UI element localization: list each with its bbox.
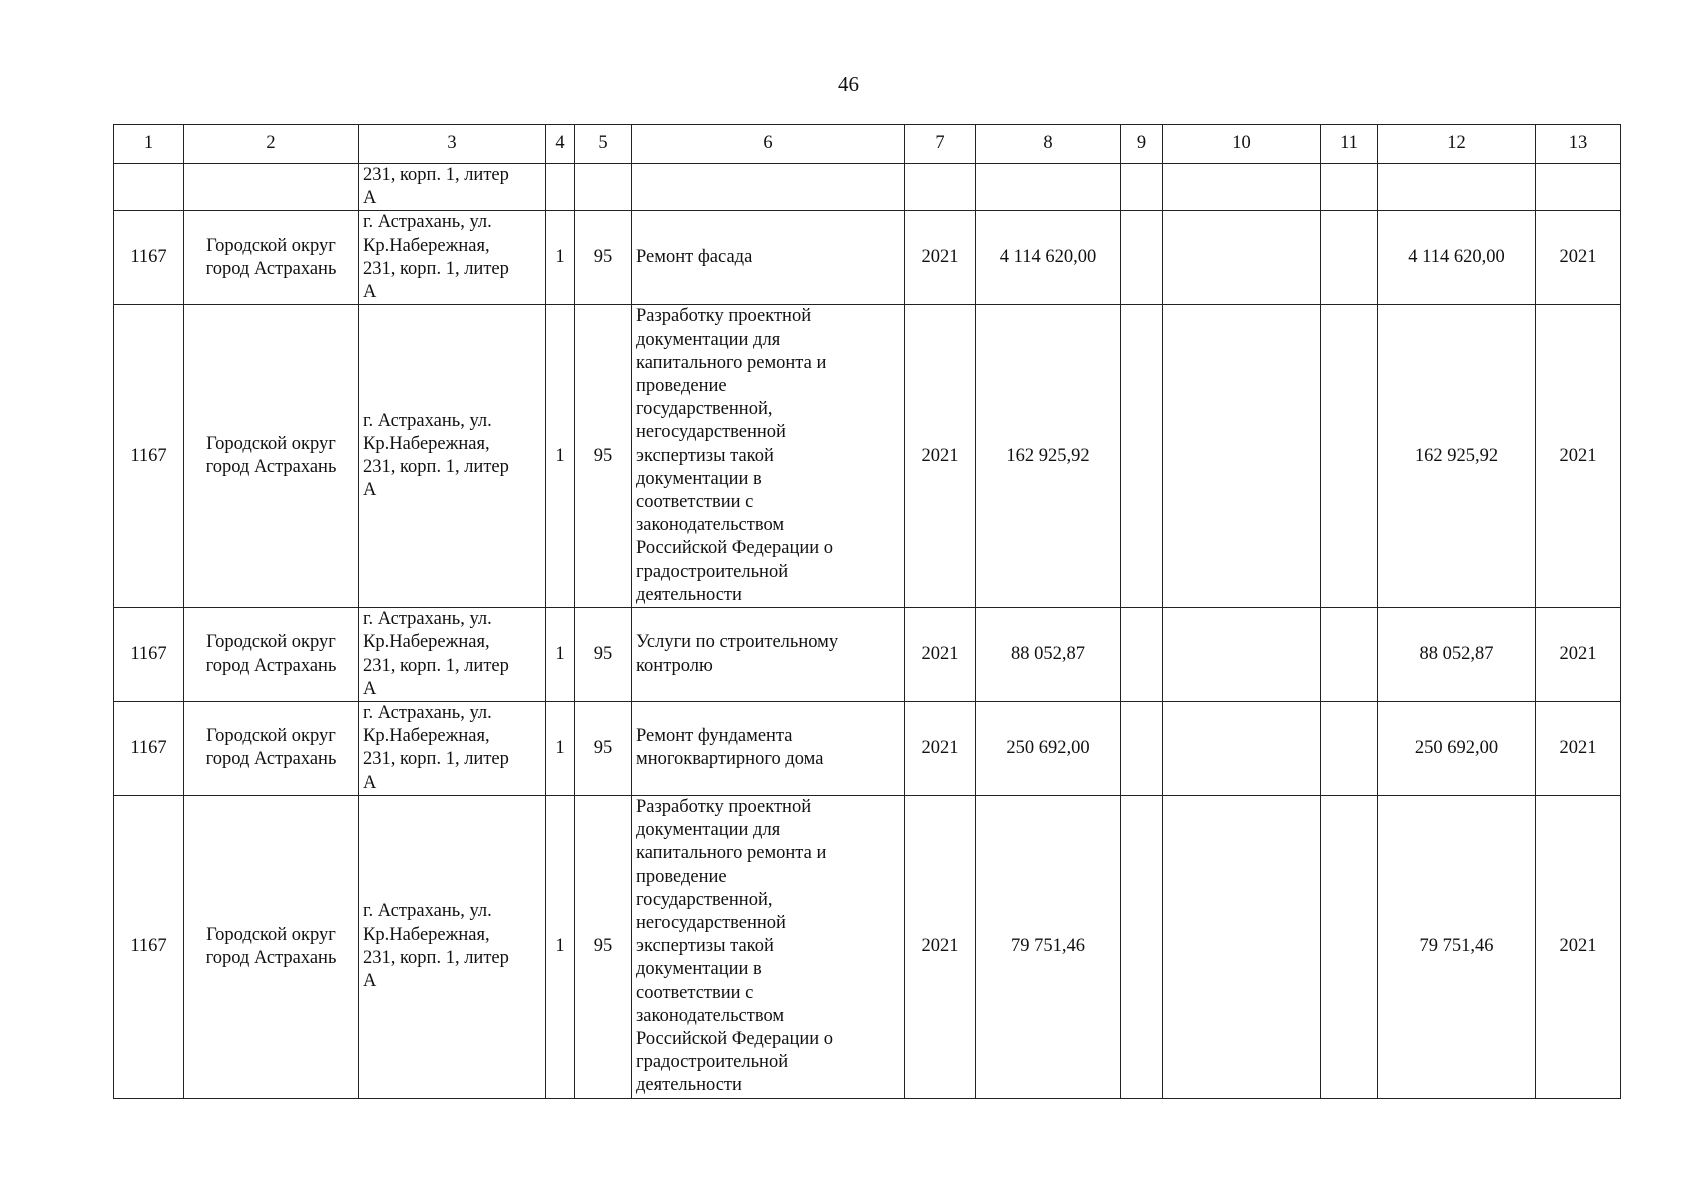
cell [1163,608,1321,702]
cell [1121,608,1163,702]
cell [1321,164,1378,211]
cost-cell: 4 114 620,00 [1378,211,1536,305]
cell: 95 [575,702,632,796]
cell [1121,164,1163,211]
cost-cell: 88 052,87 [1378,608,1536,702]
address-cell: г. Астрахань, ул. Кр.Набережная, 231, корп. 1, литер А [359,608,546,702]
header-cell: 6 [632,125,905,164]
cell [1121,211,1163,305]
year-cell: 2021 [1536,305,1621,608]
address-cell: г. Астрахань, ул. Кр.Набережная, 231, корп. 1, литер А [359,305,546,608]
year-cell: 2021 [1536,795,1621,1098]
work-type-cell: Разработку проектной документации для капитального ремонта и проведение государственной, негосударственной экспертизы такой документации в соответствии с законодательством Российской Федерации о градостроительной деятельности [632,305,905,608]
cell [1163,211,1321,305]
municipality-cell: Городской округ город Астрахань [184,608,359,702]
cell [1378,164,1536,211]
cell: 95 [575,305,632,608]
cell: 1 [546,211,575,305]
year-cell: 2021 [1536,702,1621,796]
year-cell: 2021 [905,305,976,608]
row-number-cell: 1167 [114,795,184,1098]
page-number: 46 [838,72,859,96]
cost-cell: 79 751,46 [976,795,1121,1098]
row-number-cell: 1167 [114,211,184,305]
cell [1163,305,1321,608]
header-cell: 13 [1536,125,1621,164]
cost-cell: 79 751,46 [1378,795,1536,1098]
cell [1321,211,1378,305]
cell [1163,702,1321,796]
cost-cell: 162 925,92 [1378,305,1536,608]
cell [184,164,359,211]
address-cell: г. Астрахань, ул. Кр.Набережная, 231, корп. 1, литер А [359,211,546,305]
municipality-cell: Городской округ город Астрахань [184,211,359,305]
cost-cell: 88 052,87 [976,608,1121,702]
row-number-cell: 1167 [114,608,184,702]
cell: 1 [546,795,575,1098]
year-cell: 2021 [1536,608,1621,702]
header-cell: 4 [546,125,575,164]
cell [575,164,632,211]
cost-cell: 250 692,00 [1378,702,1536,796]
header-cell: 5 [575,125,632,164]
cost-cell: 162 925,92 [976,305,1121,608]
cell [1163,795,1321,1098]
cell: 95 [575,211,632,305]
cell: 95 [575,795,632,1098]
program-table [113,124,1621,1099]
cell [114,164,184,211]
municipality-cell: Городской округ город Астрахань [184,795,359,1098]
table-row [114,211,1621,305]
address-cell: г. Астрахань, ул. Кр.Набережная, 231, корп. 1, литер А [359,702,546,796]
header-cell: 10 [1163,125,1321,164]
header-cell: 11 [1321,125,1378,164]
cell [1121,305,1163,608]
header-cell: 3 [359,125,546,164]
cell [1163,164,1321,211]
cell [632,164,905,211]
work-type-cell: Ремонт фасада [632,211,905,305]
cell [1321,608,1378,702]
header-cell: 12 [1378,125,1536,164]
year-cell: 2021 [905,608,976,702]
cell [1536,164,1621,211]
row-number-cell: 1167 [114,702,184,796]
cell: 1 [546,702,575,796]
municipality-cell: Городской округ город Астрахань [184,305,359,608]
cell [1321,305,1378,608]
header-cell: 9 [1121,125,1163,164]
header-cell: 8 [976,125,1121,164]
table-row [114,795,1621,1098]
cell: 1 [546,608,575,702]
cost-cell: 4 114 620,00 [976,211,1121,305]
row-number-cell: 1167 [114,305,184,608]
header-cell: 1 [114,125,184,164]
cell [1121,702,1163,796]
table-row [114,702,1621,796]
address-cell: г. Астрахань, ул. Кр.Набережная, 231, корп. 1, литер А [359,795,546,1098]
year-cell: 2021 [1536,211,1621,305]
work-type-cell: Ремонт фундамента многоквартирного дома [632,702,905,796]
cell [976,164,1121,211]
table-row [114,608,1621,702]
header-row [114,125,1621,164]
header-cell: 7 [905,125,976,164]
table-row [114,305,1621,608]
year-cell: 2021 [905,702,976,796]
continuation-row [114,164,1621,211]
year-cell: 2021 [905,211,976,305]
cell [546,164,575,211]
cell [905,164,976,211]
work-type-cell: Разработку проектной документации для капитального ремонта и проведение государственной, негосударственной экспертизы такой документации в соответствии с законодательством Российской Федерации о градостроительной деятельности [632,795,905,1098]
address-cell: 231, корп. 1, литер А [359,164,546,211]
work-type-cell: Услуги по строительному контролю [632,608,905,702]
cell [1321,795,1378,1098]
cell: 95 [575,608,632,702]
cell: 1 [546,305,575,608]
header-cell: 2 [184,125,359,164]
cell [1121,795,1163,1098]
cell [1321,702,1378,796]
municipality-cell: Городской округ город Астрахань [184,702,359,796]
cost-cell: 250 692,00 [976,702,1121,796]
year-cell: 2021 [905,795,976,1098]
